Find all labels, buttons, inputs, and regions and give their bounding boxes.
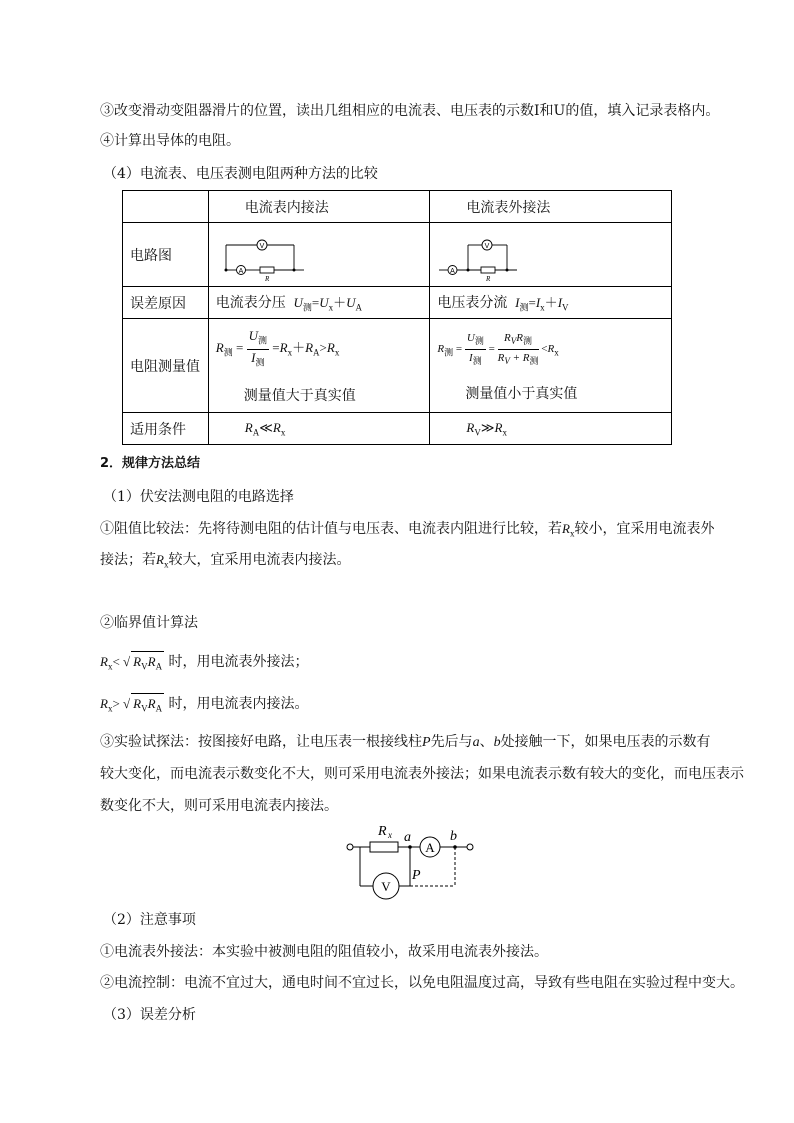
circuit-internal-v-label: V (259, 242, 265, 250)
row-label-condition: 适用条件 (123, 413, 209, 445)
table-row-error (123, 287, 672, 319)
error-external-text: 电压表分流 (437, 294, 508, 311)
method3-line1-b: 先后与 (430, 734, 473, 750)
trial-point-b: b (450, 829, 457, 844)
circuit-external-r-label: R (486, 274, 491, 281)
step4-text: ④计算出导体的电阻。 (100, 133, 240, 149)
sub1-title: （1）伏安法测电阻的电路选择 (103, 489, 294, 505)
table-row-circuit (123, 223, 672, 287)
method2-line2: $R_x>$ √ $R_VR_A$ 时，用电流表内接法。 (100, 693, 309, 719)
trial-rx-subscript: x (388, 830, 392, 840)
method3-line1-text: ③实验试探法：按图接好电路，让电压表一根接线柱 (100, 734, 422, 750)
circuit-external-cell (430, 223, 672, 287)
table-corner-cell (123, 191, 209, 223)
circuit-external-a-label: A (450, 267, 456, 275)
method3-line1: ③实验试探法：按图接好电路，让电压表一根接线柱P先后与a、b处接触一下，如果电压表的示数有 (100, 734, 711, 750)
measure-external-note: 测量值小于真实值 (465, 386, 578, 403)
error-external-cell (430, 287, 672, 319)
trial-rx-label: R (378, 824, 387, 839)
method2-title: ②临界值计算法 (100, 615, 198, 631)
measure-external-formula: $R_测$ = $\frac{U_测}{I_测}$ = $\frac{R_VR_测}{R_V + R_测}$ $<R_x$ (437, 331, 559, 367)
error-internal-cell (208, 287, 430, 319)
method3-line3: 数变化不大，则可采用电流表内接法。 (100, 798, 338, 814)
head-internal: 电流表内接法 (208, 191, 430, 223)
circuit-external-v-label: V (485, 242, 490, 250)
comparison-table (122, 190, 672, 445)
method2-line1: $R_x<$ √ $R_VR_A$ 时，用电流表外接法； (100, 651, 309, 677)
method1-line2: 接法；若$R_x$较大，宜采用电流表内接法。 (100, 552, 351, 570)
head-external: 电流表外接法 (430, 191, 672, 223)
section2-title: 2．规律方法总结 (100, 456, 201, 471)
sub2-title: （2）注意事项 (103, 912, 196, 928)
section4-title: （4）电流表、电压表测电阻两种方法的比较 (103, 166, 378, 182)
method1-line2-b: 较大，宜采用电流表内接法。 (168, 552, 351, 568)
error-internal-formula: $U_测=U_x+U_A$ (293, 294, 363, 313)
table-row-condition (123, 413, 672, 445)
method1-line1-text: ①阻值比较法：先将待测电阻的估计值与电压表、电流表内阻进行比较，若 (100, 521, 562, 537)
method2-line1-end: 时，用电流表外接法； (168, 654, 309, 670)
circuit-internal-diagram (216, 229, 311, 281)
method1-line2-a: 接法；若 (100, 552, 156, 568)
method3-line1-c: 处接触一下，如果电压表的示数有 (500, 734, 711, 750)
method3-line2: 较大变化，而电流表示数变化不大，则可采用电流表外接法；如果电流表示数有较大的变化，而电压表示 (100, 766, 744, 782)
error-external-formula: $I_测=I_x+I_V$ (515, 294, 569, 313)
measure-internal-note: 测量值大于真实值 (243, 387, 356, 404)
method1-line1: ①阻值比较法：先将待测电阻的估计值与电压表、电流表内阻进行比较，若$R_x$较小，宜采用电流表外 (100, 521, 715, 539)
method1-line1-end: 较小，宜采用电流表外 (574, 521, 715, 537)
row-label-measure: 电阻测量值 (123, 319, 209, 413)
trial-circuit-diagram (340, 820, 480, 902)
measure-internal-cell (208, 319, 430, 413)
row-label-circuit: 电路图 (123, 223, 209, 287)
circuit-internal-cell (208, 223, 430, 287)
error-internal-text: 电流表分压 (215, 294, 286, 311)
trial-voltmeter-label: V (381, 879, 391, 894)
sub3-title: （3）误差分析 (103, 1007, 196, 1023)
table-header-row (123, 191, 672, 223)
circuit-external-diagram (437, 229, 532, 281)
table-row-measure (123, 319, 672, 413)
note1: ①电流表外接法：本实验中被测电阻的阻值较小，故采用电流表外接法。 (100, 944, 548, 960)
note2: ②电流控制：电流不宜过大，通电时间不宜过长，以免电阻温度过高，导致有些电阻在实验过程中变大。 (100, 975, 744, 991)
step3-text: ③改变滑动变阻器滑片的位置，读出几组相应的电流表、电压表的示数I和U的值，填入记录表格内。 (100, 103, 720, 119)
circuit-internal-a-label: A (238, 267, 244, 275)
trial-point-p: P (412, 868, 421, 883)
measure-external-cell (430, 319, 672, 413)
circuit-internal-r-label: R (264, 274, 270, 281)
row-label-error: 误差原因 (123, 287, 209, 319)
trial-ammeter-label: A (425, 840, 435, 855)
condition-internal: $R_A≪R_x$ (208, 413, 430, 445)
measure-internal-formula: $R_测$ = $\frac{U_测}{I_测}$ $=R_x+R_A>R_x$ (215, 328, 340, 368)
trial-point-a: a (404, 830, 411, 845)
method2-line2-end: 时，用电流表内接法。 (168, 696, 309, 712)
condition-external: $R_V≫R_x$ (430, 413, 672, 445)
